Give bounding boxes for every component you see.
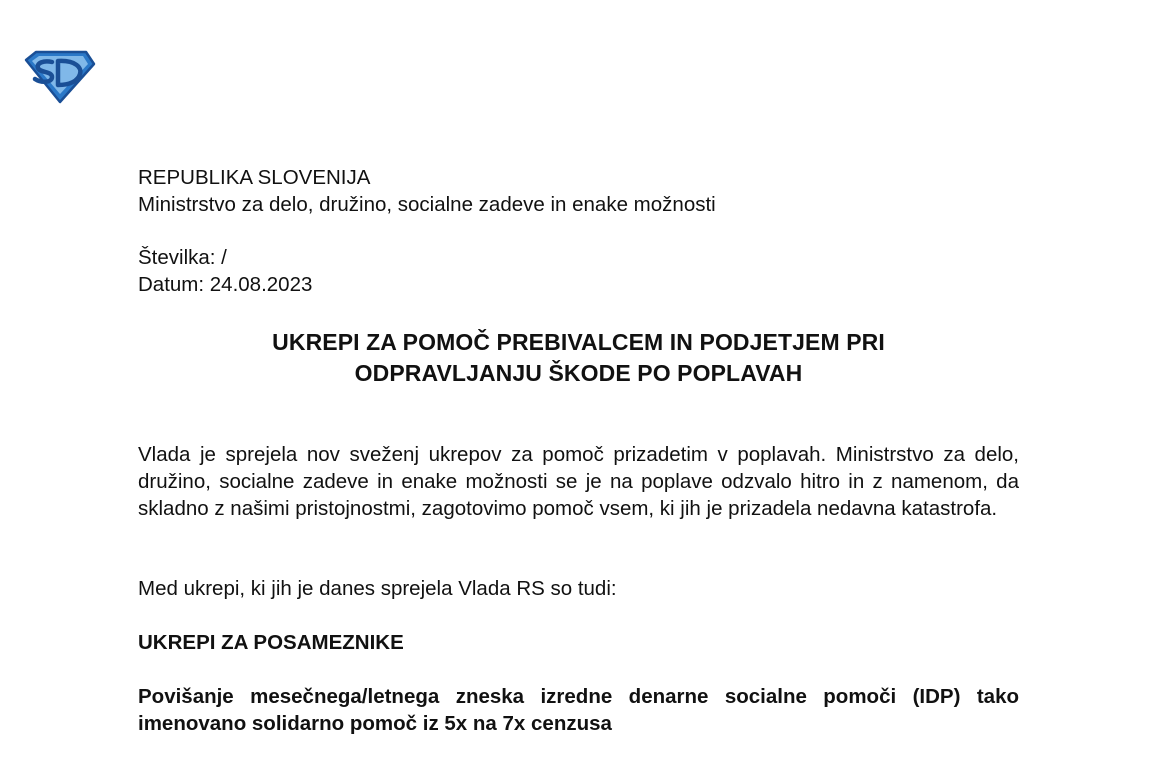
document-meta xyxy=(138,244,1019,298)
title-line-1: UKREPI ZA POMOČ PREBIVALCEM IN PODJETJEM PRI xyxy=(272,329,885,355)
section-heading: UKREPI ZA POSAMEZNIKE xyxy=(138,631,404,654)
document-date: Datum: 24.08.2023 xyxy=(138,273,313,296)
cut-off-text-line xyxy=(138,737,1019,764)
page-title xyxy=(138,327,1019,389)
intro-paragraph: Vlada je sprejela nov sveženj ukrepov za pomoč prizadetim v poplavah. Ministrstvo za delo, družino, socialne zadeve in enake možnosti se je na poplave odzvalo hitro in z namenom, da skladno z našimi pristojnostmi, zagotovimo pomoč vsem, ki jih je prizadela nedavna katastrofa. xyxy=(138,443,1019,520)
document-number: Številka: / xyxy=(138,246,227,269)
country-name: REPUBLIKA SLOVENIJA xyxy=(138,166,371,189)
measure-title: Povišanje mesečnega/letnega zneska izredne denarne socialne pomoči (IDP) tako imenovano solidarno pomoč iz 5x na 7x cenzusa xyxy=(138,685,1019,735)
title-line-2: ODPRAVLJANJU ŠKODE PO POPLAVAH xyxy=(354,360,803,386)
measures-intro-paragraph: Med ukrepi, ki jih je danes sprejela Vlada RS so tudi: xyxy=(138,577,617,600)
sd-shield-logo-icon xyxy=(22,48,96,104)
ministry-name: Ministrstvo za delo, družino, socialne zadeve in enake možnosti xyxy=(138,193,716,216)
letterhead xyxy=(138,164,1019,218)
